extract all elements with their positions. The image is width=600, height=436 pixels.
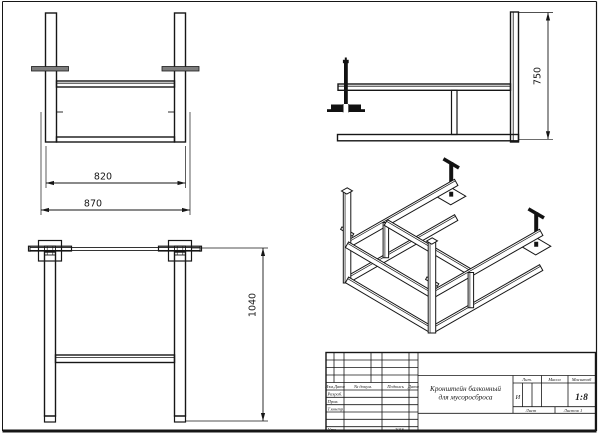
front-left-post [46, 13, 57, 142]
side-mid-rail [338, 84, 511, 90]
tb-title-line2: для мусоросброса [438, 393, 493, 402]
dim-820-label: 820 [93, 171, 113, 183]
isometric-view [341, 158, 551, 333]
side-brace [452, 90, 458, 134]
title-block [324, 353, 595, 432]
front-right-post [175, 13, 186, 142]
front-mid-rail [57, 81, 175, 87]
plan-right-rail [175, 252, 186, 416]
dim-750-label: 750 [532, 66, 544, 86]
tb-col-izm: Изм.Дата [325, 384, 345, 389]
dimension-1040 [186, 248, 269, 421]
tb-sheets-label: Листов 1 [563, 407, 583, 413]
tb-row-razrab: Разраб. [327, 391, 343, 397]
front-view [32, 13, 200, 215]
tb-row-utv: Утв. [327, 426, 338, 432]
plan-left-cap [45, 416, 56, 422]
iso-post [343, 191, 351, 283]
tb-scale-value: 1:8 [575, 393, 588, 403]
side-view [327, 12, 553, 142]
plan-right-cap [175, 416, 186, 422]
tb-sheet-label: Лист [525, 407, 537, 413]
plan-view [29, 241, 269, 423]
tb-col-date: Дата [408, 384, 419, 389]
iso-edge [431, 266, 540, 328]
plan-mid-rail [56, 355, 175, 363]
tb-date-value: 2016 [394, 426, 405, 432]
front-right-peg [162, 67, 199, 72]
iso-edge [346, 216, 455, 278]
dimension-750 [519, 13, 554, 140]
iso-top-arm [430, 229, 543, 297]
front-left-peg [32, 67, 69, 72]
plan-left-rail [45, 252, 56, 416]
tb-col-sign: Подпись [387, 384, 404, 389]
side-anchor-pin [327, 58, 365, 113]
tb-title-line1: Кронштейн балконный [430, 385, 501, 393]
front-bottom-rail [57, 137, 175, 142]
dim-1040-label: 1040 [247, 292, 259, 318]
tb-mass-label: Масса [548, 377, 561, 383]
dim-870-label: 870 [83, 198, 103, 210]
dimension-820 [46, 172, 186, 186]
iso-anchor-pin-stub [450, 192, 453, 196]
sheet-frame [3, 2, 597, 433]
tb-row-prov: Пров. [327, 399, 339, 404]
iso-brace [468, 273, 474, 308]
dimension-870 [41, 199, 190, 213]
iso-top-arm [345, 179, 458, 248]
tb-col-doc: № докум. [353, 384, 373, 389]
tb-scale-label: Масштаб [571, 377, 592, 383]
tb-row-tkontr: Т.контр. [327, 406, 345, 412]
iso-post [428, 241, 436, 333]
tb-lit-label: Лит. [522, 377, 532, 383]
side-bottom-rail [338, 135, 519, 141]
tb-lit-value: И [515, 394, 521, 401]
iso-anchor-pin-stub [535, 242, 538, 246]
side-post [511, 12, 519, 142]
